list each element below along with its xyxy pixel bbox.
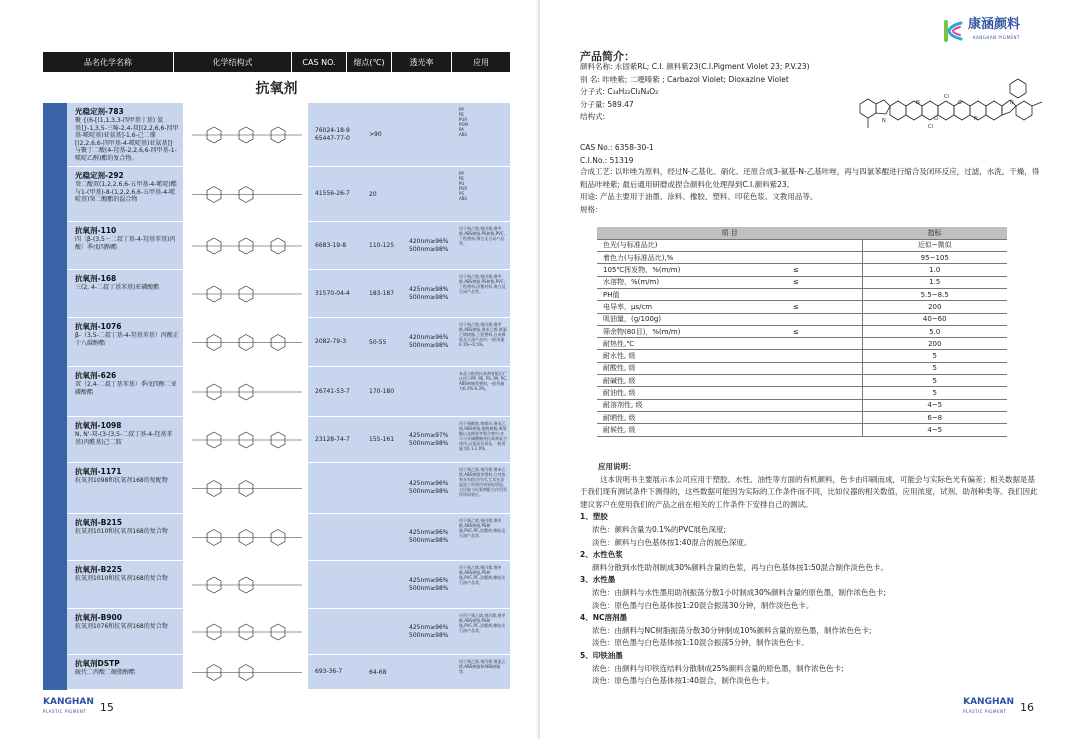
right-page xyxy=(540,0,1080,739)
chemical-name: 三(2, 4-二叔丁基苯基)亚磷酸酯 xyxy=(75,284,160,291)
intro-line: 别 名: 咔唑紫; 二噁嗪紫 ; Carbazol Violet; Dioxazine Violet xyxy=(580,74,789,84)
spec-item: 耐油性, 级 xyxy=(597,387,787,399)
cas-cell xyxy=(309,561,365,608)
header-use: 应用 xyxy=(473,57,489,67)
spec-item: 耐晒性, 级 xyxy=(597,411,787,423)
melting-point-cell xyxy=(365,463,409,513)
brand-name: KANGHAN xyxy=(43,697,94,707)
spec-item: 耐候性, 级 xyxy=(597,424,787,436)
usage-text: 用途: 产品主要用于油墨、涂料、橡胶、塑料、印花色浆、文教用品等。 xyxy=(580,192,818,201)
chemical-name: N, N'-双-(3-(3,5-二叔丁基-4-羟基苯基)丙酰基)己二胺 xyxy=(75,431,173,446)
spec-value: 200 xyxy=(862,301,1007,313)
melting-point-cell: 155-161 xyxy=(369,436,395,443)
apps-title: 应用说明： xyxy=(598,462,636,471)
app-line: 浓色：由颜料与NC树脂振荡分散30分钟制成10%颜料含量的原色墨，制作浓色色卡; xyxy=(592,625,872,635)
brand-name: KANGHAN xyxy=(963,697,1014,707)
spec-operator: ≤ xyxy=(787,264,862,276)
application-cell: 应用于聚乙烯,聚丙烯,聚甲醛,ABS树脂,PS树脂,PVC,PC,涂覆剂,橡胶及石油产品等。 xyxy=(459,613,506,633)
footer-brand xyxy=(963,698,1014,716)
header-mp: 熔点(℃) xyxy=(347,52,392,72)
logo-cn: 康涵颜料 xyxy=(967,17,1020,32)
process-block xyxy=(580,166,1040,216)
ci-line: C.I.No.: 51319 xyxy=(580,155,634,165)
spec-row xyxy=(597,252,1007,264)
footer-right xyxy=(963,698,1034,716)
spec-value: 200 xyxy=(862,338,1007,350)
spec-item: 105℃挥发物，%(m/m) xyxy=(597,264,787,276)
spec-operator: ≤ xyxy=(787,325,862,337)
spec-row xyxy=(597,276,1007,288)
spec-row xyxy=(597,338,1007,350)
cas-cell: 6683-19-8 xyxy=(315,241,347,249)
app-heading: 3、水性墨 xyxy=(580,575,616,585)
logo-en: KANGHAN PIGMENT xyxy=(973,35,1020,40)
spec-value: 40~60 xyxy=(862,313,1007,325)
structure-drawing xyxy=(184,103,309,166)
intro-line: 颜料名称: 永固紫RL; C.I. 颜料紫23(C.I.Pigment Violet 23; P.V.23) xyxy=(580,62,810,71)
svg-text:O: O xyxy=(934,116,938,122)
product-name: 抗氧剂-1076 xyxy=(75,322,122,331)
process-text: 合成工艺: 以咔唑为原料，经过N-乙基化、硝化、还原合成3-氨基-N-乙基咔唑，再与四氯苯醌进行缩合及闭环反应，过滤，水洗，干燥，得粗品咔唑紫; 最后通用研磨或捏合颜料化处理得到C.I.颜料紫23。 xyxy=(580,167,1040,189)
page-number: 16 xyxy=(1020,700,1034,714)
spec-value: 5 xyxy=(862,387,1007,399)
structure-drawing xyxy=(184,463,309,513)
intro-title: 产品简介： xyxy=(580,50,635,63)
transmittance-cell: 425nm≥96% 500nm≥98% xyxy=(409,623,449,639)
chemical-name: 聚 {(6-[(1,1,3,3-四甲基丁基) 氨基]}-1,3,5-三嗪-2,4-双[(2,2,6,6-四甲基-哌啶基)亚氨基]-1,6-己二撑[(2,2,6,6-四甲基-4-哌啶基)亚氨基]}与聚丁二酸(4-羟基-2,2,6,6-四甲基-1-哌啶乙醇)酯的复合物。 xyxy=(75,117,179,162)
spec-row xyxy=(597,387,1007,399)
brand-sub: PLASTIC PIGMENT xyxy=(963,709,1007,714)
product-name: 抗氧剂-B225 xyxy=(75,565,122,574)
app-heading: 1、塑胶 xyxy=(580,512,608,522)
page-number: 15 xyxy=(99,700,114,714)
product-name: 光稳定剂-292 xyxy=(75,171,124,180)
app-line: 淡色：原色墨与白色基体按1:10混合振荡5分钟，制作淡色色卡。 xyxy=(592,638,809,648)
table-row xyxy=(67,167,510,222)
spec-operator xyxy=(787,387,862,399)
spec-item: 耐溶剂性, 级 xyxy=(597,399,787,411)
footer-left xyxy=(43,698,114,716)
spec-item: PH值 xyxy=(597,288,787,300)
structure-cell xyxy=(183,222,309,269)
table-row xyxy=(67,609,510,655)
structure-drawing xyxy=(184,270,309,317)
spec-item: 色光(与标准品比) xyxy=(597,239,787,251)
spec-operator xyxy=(787,362,862,374)
spec-operator xyxy=(787,252,862,264)
structure-cell xyxy=(183,167,309,221)
product-name-cell xyxy=(67,222,183,269)
spec-row xyxy=(597,411,1007,423)
table-row xyxy=(67,655,510,690)
spec-value: 4~5 xyxy=(862,399,1007,411)
chemical-name: 硫代二丙酸二硬脂醇酯 xyxy=(75,669,136,676)
cas-cell: 693-36-7 xyxy=(315,668,343,675)
intro-line: 分子式: C₃₄H₂₂Cl₂N₄O₂ xyxy=(580,87,659,96)
product-name-cell xyxy=(67,463,183,513)
spec-item: 耐热性,℃ xyxy=(597,338,787,350)
svg-text:N: N xyxy=(974,116,978,122)
spec-item: 吸油量，(g/100g) xyxy=(597,313,787,325)
spec-row xyxy=(597,288,1007,300)
spec-row xyxy=(597,424,1007,436)
product-name: 抗氧剂-168 xyxy=(75,274,117,283)
chemical-name: 抗氧剂1098和抗氧剂168的复配物 xyxy=(75,477,168,484)
product-name-cell xyxy=(67,270,183,317)
transmittance-cell: 425nm≥97% 500nm≥98% xyxy=(409,431,449,447)
spec-operator xyxy=(787,375,862,387)
transmittance-cell: 425nm≥98% 500nm≥98% xyxy=(409,285,449,301)
spec-value: 5 xyxy=(862,362,1007,374)
product-name-cell xyxy=(67,367,183,416)
spec-value: 6~8 xyxy=(862,411,1007,423)
table-row xyxy=(67,417,510,463)
product-name-cell xyxy=(67,167,183,221)
product-name-cell xyxy=(67,417,183,462)
svg-text:Cl: Cl xyxy=(944,94,949,100)
app-line: 淡色：颜料与白色基体按1:40混合的展色深度。 xyxy=(592,537,752,547)
transmittance-cell: 425nm≥96% 500nm≥98% xyxy=(409,529,449,544)
structure-cell xyxy=(183,514,309,560)
structure-cell xyxy=(183,367,309,416)
cas-cell: 41556-26-7 xyxy=(315,190,350,197)
intro-block xyxy=(580,61,810,124)
spec-item: 耐碱性, 级 xyxy=(597,375,787,387)
melting-point-cell: 170-180 xyxy=(369,388,395,395)
apps-intro: 这本说明书主要展示本公司应用于塑胶、水性、油性等方面的有机颜料，色卡由印刷而成，可能会与实际色光有偏差；相关数据是基于我们现有测试条件下测得的，这些数据可能因为实际的工作条件而不同，比如仪器的相关数值，应用浓度，试剂、助剂种类等。我们因此建议客户在使用我们的产品之前在相关的工作条件下安排自己的测试。 xyxy=(580,474,1038,509)
spec-item: 水溶物，%(m/m) xyxy=(597,276,787,288)
app-line: 浓色：颜料含量为0.1%的PVC展色深度; xyxy=(592,524,726,534)
app-heading: 4、NC溶剂墨 xyxy=(580,613,627,623)
spec-table xyxy=(597,227,1007,437)
transmittance-cell: 425nm≥96% 500nm≥98% xyxy=(409,480,449,495)
structure-cell xyxy=(183,417,309,462)
melting-point-cell: >90 xyxy=(369,131,382,138)
header-light: 透光率 xyxy=(392,52,452,72)
application-cell: 本品与酚类抗氧剂复配后广泛用于PP, PE, PS, PA, PC, ABS树脂等塑料,一般用量为0.1%-0.3%。 xyxy=(459,371,508,391)
spec-operator xyxy=(787,313,862,325)
product-name-cell xyxy=(67,655,183,689)
spec-row xyxy=(597,362,1007,374)
spec-row xyxy=(597,239,1007,251)
app-line: 浓色：由颜料与水性墨用助剂振荡分散1小时制成30%颜料含量的原色墨，制作浓色色卡; xyxy=(592,587,886,597)
structure-drawing xyxy=(184,367,309,416)
structure-cell xyxy=(183,103,309,166)
chemical-name: 癸二酸双(1,2,2,6,6-五甲基-4-哌啶)酯与1-(甲基)-8-(1,2,2,6,6-五甲基-4-哌啶基)癸二酸酯的混合物 xyxy=(75,181,177,203)
app-heading: 2、水性色浆 xyxy=(580,550,623,560)
cas-cell xyxy=(309,609,365,654)
cas-cell: 2082-79-3 xyxy=(315,338,347,345)
application-cell: 用于聚乙烯,聚丙烯,聚甲醛,ABS树脂,聚苯乙烯,聚氯乙烯树脂,工程塑料,合成橡胶及石油产品中,一般用量0.1%~0.5%。 xyxy=(459,322,507,347)
spec-value: 5 xyxy=(862,350,1007,362)
product-name-cell xyxy=(67,318,183,366)
application-cell: 用于聚乙烯,聚丙烯,聚甲醛,ABS树脂,PS树脂,PVC,PC,涂覆剂,橡胶及石油产品等。 xyxy=(459,565,506,585)
melting-point-cell: 64-68 xyxy=(369,668,387,676)
melting-point-cell: 183-187 xyxy=(369,290,395,297)
table-row xyxy=(67,561,510,609)
spec-operator xyxy=(787,399,862,411)
transmittance-cell xyxy=(409,367,455,416)
product-name-cell xyxy=(67,609,183,654)
cas-cell: 31570-04-4 xyxy=(315,289,350,297)
structure-drawing xyxy=(184,222,309,269)
structure-cell xyxy=(183,655,309,689)
intro-line: 结构式: xyxy=(580,112,606,121)
product-name: 抗氧剂-1171 xyxy=(75,467,122,476)
table-row xyxy=(67,514,510,561)
spec-header-item: 项 目 xyxy=(597,227,862,239)
structure-drawing xyxy=(184,417,309,462)
spec-operator xyxy=(787,424,862,436)
header-name: 品名化学名称 xyxy=(43,52,174,72)
table-row xyxy=(67,103,510,167)
spec-value: 5.0 xyxy=(862,325,1007,337)
cas-cell: 23128-74-7 xyxy=(315,435,350,443)
product-name: 光稳定剂-783 xyxy=(75,107,124,116)
melting-point-cell xyxy=(365,514,409,560)
product-name: 抗氧剂DSTP xyxy=(75,659,120,668)
product-name: 抗氧剂-626 xyxy=(75,371,117,380)
cas-cell: 76024-18-9 65447-77-0 xyxy=(315,126,350,142)
cas-cell xyxy=(309,463,365,513)
header-cas: CAS NO. xyxy=(292,52,347,72)
table-row xyxy=(67,367,510,417)
melting-point-cell xyxy=(365,561,409,608)
application-cell: 用于聚乙烯,聚丙烯,聚甲醛,ABS树脂,PS树脂,PVC,工程塑料,聚合及合成产品等。 xyxy=(459,226,505,246)
svg-text:N: N xyxy=(1010,100,1014,106)
spec-row xyxy=(597,399,1007,411)
spec-item: 筛余物(80目)，%(m/m) xyxy=(597,325,787,337)
table-header xyxy=(43,52,510,72)
spec-operator xyxy=(787,338,862,350)
structure-cell xyxy=(183,561,309,608)
product-name: 抗氧剂-1098 xyxy=(75,421,122,430)
spec-operator: ≤ xyxy=(787,301,862,313)
header-structure: 化学结构式 xyxy=(174,52,292,72)
logo xyxy=(942,18,1020,44)
table-row xyxy=(67,270,510,318)
chemical-name: 抗氧剂1010和抗氧剂168的复合物 xyxy=(75,575,168,582)
svg-text:Cl: Cl xyxy=(928,124,933,130)
transmittance-cell xyxy=(409,167,455,221)
transmittance-cell: 420nm≥96% 500nm≥98% xyxy=(409,334,449,349)
application-cell: PP PE PUR POM PA ABS xyxy=(459,107,469,137)
chemical-name: β-（3,5-二叔丁基-4-羟基苯基）丙酸正十八碳醇酯 xyxy=(75,332,179,347)
product-name-cell xyxy=(67,514,183,560)
chemical-name: 四〔β-(3,5－二叔丁基-4-羟基苯基)丙酸〕季戊四醇酯 xyxy=(75,236,176,251)
spec-operator xyxy=(787,411,862,423)
cas-block xyxy=(580,142,654,167)
svg-text:N: N xyxy=(916,100,920,106)
footer-brand xyxy=(43,698,94,716)
product-name: 抗氧剂-B900 xyxy=(75,613,122,622)
section-title: 抗氧剂 xyxy=(255,81,298,97)
transmittance-cell: 425nm≥96% 500nm≥98% xyxy=(409,576,449,592)
app-line: 淡色：原色墨与白色基体按1:20混合振荡30分钟，制作淡色色卡。 xyxy=(592,600,814,610)
structure-drawing xyxy=(184,561,309,608)
melting-point-cell: 50-55 xyxy=(369,338,387,346)
spec-row xyxy=(597,301,1007,313)
product-name-cell xyxy=(67,561,183,608)
product-name: 抗氧剂-B215 xyxy=(75,518,122,527)
spec-value: 近似~微似 xyxy=(862,239,1007,251)
application-cell: 用于聚乙烯,聚丙烯,聚甲醛,ABS树脂,PS树脂,PVC,工程塑料,涂覆材料,聚合及合成产品等。 xyxy=(459,274,506,294)
app-line: 颜料分散到水性助剂制成30%颜料含量的色浆，再与白色基体按1:50混合制作淡色色卡。 xyxy=(592,562,889,572)
melting-point-cell: 20 xyxy=(369,190,377,198)
chemical-name: 抗氧剂1076和抗氧剂168的复合物 xyxy=(75,623,168,630)
spec-value: 4~5 xyxy=(862,424,1007,436)
application-cell: 用于聚乙烯,聚丙烯,聚氯乙烯,ABS树脂和ABS树脂等。 xyxy=(459,659,506,674)
spec-row xyxy=(597,264,1007,276)
transmittance-cell: 420nm≥96% 500nm≥98% xyxy=(409,237,449,253)
spec-operator xyxy=(787,239,862,251)
app-line: 淡色：原色墨与白色基体按1:40混合，制作淡色色卡。 xyxy=(592,676,774,686)
molecule-structure-figure xyxy=(850,64,1050,134)
chemical-name: 双（2,4-二叔丁基苯基）季戊四醇二亚磷酸酯 xyxy=(75,381,177,396)
spec-operator xyxy=(787,350,862,362)
structure-drawing xyxy=(184,655,309,689)
spec-row xyxy=(597,313,1007,325)
svg-text:O: O xyxy=(958,100,962,106)
svg-text:N: N xyxy=(882,118,886,124)
spec-operator xyxy=(787,288,862,300)
application-cell: 用于聚乙烯,聚丙烯,聚甲醛,ABS树脂,PS树脂,PVC,PC,涂覆剂,橡胶及石油产品等。 xyxy=(459,518,506,538)
application-cell: 用于聚乙烯,聚丙烯,聚苯乙烯,ABS树脂等塑料,它对热和光有稳定作用,尤其在高温加工时使用效果较明显,它还能与抗氧剂配合作用发挥协同效应。 xyxy=(459,467,507,497)
spec-value: 5 xyxy=(862,375,1007,387)
structure-cell xyxy=(183,463,309,513)
product-name: 抗氧剂-110 xyxy=(75,226,117,235)
table-row xyxy=(67,222,510,270)
melting-point-cell: 110-125 xyxy=(369,242,395,249)
spec-row xyxy=(597,375,1007,387)
logo-icon xyxy=(942,20,964,42)
structure-cell xyxy=(183,609,309,654)
table-row xyxy=(67,463,510,514)
spec-row xyxy=(597,325,1007,337)
table-row xyxy=(67,318,510,367)
application-cell: 用于聚酰胺,聚烯烃,聚苯乙烯,ABS树脂,缩醛树脂,聚氨酯以及橡胶等聚合物中,亦可与亚磷酸酯类抗氧剂复合使用,以提高抗氧化,一般用量为0.1-1.0%。 xyxy=(459,421,507,451)
structure-drawing xyxy=(184,609,309,654)
structure-cell xyxy=(183,270,309,317)
application-cell: PP PE PU PUR PS ABS xyxy=(459,171,468,201)
spec-value: 5.5~8.5 xyxy=(862,288,1007,300)
spec-header-value: 指标 xyxy=(862,227,1007,239)
brand-sub: PLASTIC PIGMENT xyxy=(43,709,87,714)
app-heading: 5、印铁油墨 xyxy=(580,650,623,660)
table-accent-stripe xyxy=(43,103,67,690)
structure-drawing xyxy=(184,318,309,366)
spec-item: 耐酸性, 级 xyxy=(597,362,787,374)
cas-cell: 26741-53-7 xyxy=(315,387,350,395)
app-line: 浓色：由颜料与印铁连结料分散制成25%颜料含量的原色墨，制作浓色色卡; xyxy=(592,663,844,673)
structure-drawing xyxy=(184,167,309,221)
spec-title: 规格： xyxy=(580,204,603,214)
cas-cell xyxy=(309,514,365,560)
spec-item: 着色力(与标准品比),% xyxy=(597,252,787,264)
spec-item: 电导率，μs/cm xyxy=(597,301,787,313)
structure-drawing xyxy=(184,514,309,560)
cas-line: CAS No.: 6358-30-1 xyxy=(580,143,654,152)
product-name-cell xyxy=(67,103,183,166)
application-notes xyxy=(580,461,1040,688)
spec-value: 1.0 xyxy=(862,264,1007,276)
spec-operator: ≤ xyxy=(787,276,862,288)
transmittance-cell xyxy=(409,103,455,166)
intro-line: 分子量: 589.47 xyxy=(580,99,634,109)
spec-item: 耐水性, 级 xyxy=(597,350,787,362)
spec-row xyxy=(597,350,1007,362)
transmittance-cell xyxy=(409,655,455,689)
structure-cell xyxy=(183,318,309,366)
melting-point-cell xyxy=(365,609,409,654)
spec-value: 95~105 xyxy=(862,252,1007,264)
chemical-name: 抗氧剂1010和抗氧剂168的复合物 xyxy=(75,528,168,535)
spec-value: 1.5 xyxy=(862,276,1007,288)
